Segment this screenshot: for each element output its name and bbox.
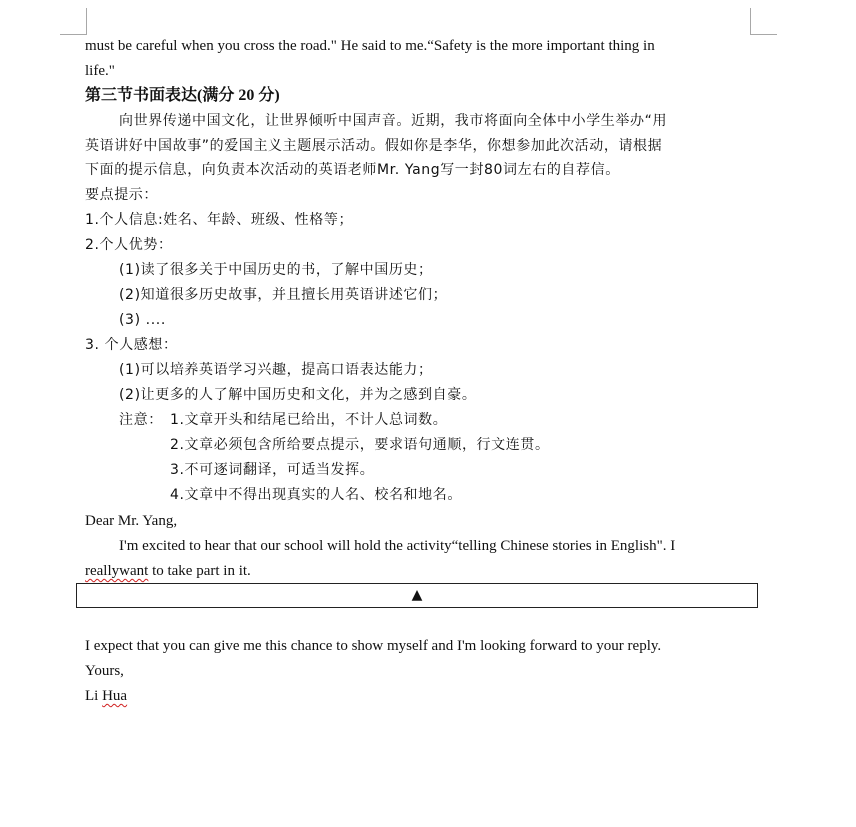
point-item: 1.个人信息:姓名、年龄、班级、性格等； bbox=[85, 212, 354, 228]
letter-signature bbox=[85, 684, 127, 708]
spellcheck-flagged-word: reallywant bbox=[85, 563, 149, 579]
answer-box[interactable] bbox=[76, 583, 758, 608]
prompt-line: 下面的提示信息，向负责本次活动的英语老师Mr. Yang写一封80词左右的自荐信。 bbox=[85, 162, 620, 178]
passage-line: must be careful when you cross the road." He said to me.“Safety is the more important thing in bbox=[85, 38, 655, 54]
points-label: 要点提示： bbox=[85, 187, 158, 203]
signature-first-name: Li bbox=[85, 688, 103, 704]
point-item: 3. 个人感想： bbox=[85, 337, 178, 353]
letter-greeting: Dear Mr. Yang, bbox=[85, 513, 178, 529]
letter-opening-line: I'm excited to hear that our school will hold the activity“telling Chinese stories in English". I bbox=[119, 538, 676, 554]
sub-point-item: (1)可以培养英语学习兴趣，提高口语表达能力； bbox=[119, 362, 433, 378]
prompt-line: 向世界传递中国文化，让世界倾听中国声音。近期，我市将面向全体中小学生举办“用 bbox=[119, 113, 668, 129]
sub-point-item: (3) .... bbox=[119, 312, 166, 328]
letter-signoff: Yours, bbox=[85, 663, 124, 679]
passage-line: life." bbox=[85, 63, 115, 79]
note-item: 4.文章中不得出现真实的人名、校名和地名。 bbox=[170, 487, 462, 503]
sub-point-item: (2)让更多的人了解中国历史和文化，并为之感到自豪。 bbox=[119, 387, 477, 403]
page-corner-mark-right bbox=[750, 8, 777, 35]
letter-closing-line: I expect that you can give me this chance to show myself and I'm looking forward to your reply. bbox=[85, 638, 662, 654]
sub-point-item: (2)知道很多历史故事，并且擅长用英语讲述它们； bbox=[119, 287, 448, 303]
section-heading: 第三节书面表达(满分 20 分) bbox=[85, 87, 280, 104]
spellcheck-flagged-word: Hua bbox=[102, 688, 128, 704]
note-item: 3.不可逐词翻译，可适当发挥。 bbox=[170, 462, 375, 478]
note-item: 1.文章开头和结尾已给出，不计人总词数。 bbox=[170, 412, 448, 428]
notes-label: 注意： bbox=[119, 412, 163, 428]
sub-point-item: (1)读了很多关于中国历史的书，了解中国历史； bbox=[119, 262, 433, 278]
letter-opening-text: to take part in it. bbox=[148, 563, 251, 579]
answer-marker: ▲ bbox=[411, 587, 423, 603]
point-item: 2.个人优势： bbox=[85, 237, 173, 253]
page-corner-mark-left bbox=[60, 8, 87, 35]
letter-opening-line bbox=[85, 559, 251, 583]
note-item: 2.文章必须包含所给要点提示，要求语句通顺，行文连贯。 bbox=[170, 437, 550, 453]
prompt-line: 英语讲好中国故事”的爱国主义主题展示活动。假如你是李华，你想参加此次活动，请根据 bbox=[85, 138, 663, 154]
